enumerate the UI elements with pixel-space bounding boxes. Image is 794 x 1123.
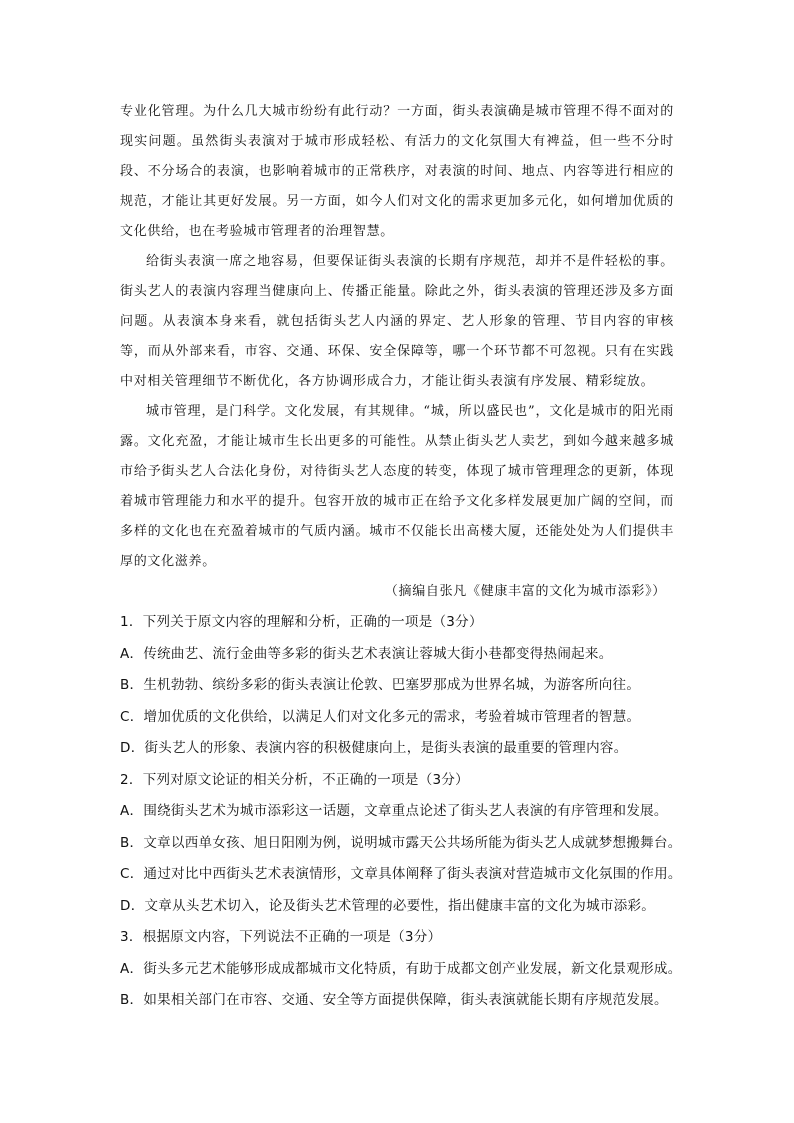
passage-source: （摘编自张凡《健康丰富的文化为城市添彩》） <box>384 584 666 599</box>
option-b: B．生机勃勃、缤纷多彩的街头表演让伦敦、巴塞罗那成为世界名城，为游客所向往。 <box>120 677 641 693</box>
option-a: A．街头多元艺术能够形成成都城市文化特质，有助于成都文创产业发展，新文化景观形成。 <box>120 960 682 977</box>
passage-paragraph: 城市管理，是门科学。文化发展，有其规律。“城，所以盛民也”，文化是城市的阳光雨露。文化充盈，才能让城市生长出更多的可能性。从禁止街头艺人卖艺，到如今越来越多城市给予街头艺人合法化身份，对待街头艺人态度的转变，体现了城市管理理念的更新，体现着城市管理能力和水平的提升。包容开放的城市正在给予文化多样发展更加广阔的空间，而多样的文化也在充盈着城市的气质内涵。城市不仅能长出高楼大厦，还能处处为人们提供丰厚的文化滋养。 <box>120 404 674 569</box>
passage-paragraph: 给街头表演一席之地容易，但要保证街头表演的长期有序规范，却并不是件轻松的事。街头艺人的表演内容理当健康向上、传播正能量。除此之外，街头表演的管理还涉及多方面问题。从表演本身来看，就包括街头艺人内涵的界定、艺人形象的管理、节目内容的审核等，而从外部来看，市容、交通、环保、安全保障等，哪一个环节都不可忽视。只有在实践中对相关管理细节不断优化，各方协调形成合力，才能让街头表演有序发展、精彩绽放。 <box>120 254 674 389</box>
option-c: C．增加优质的文化供给，以满足人们对文化多元的需求，考验着城市管理者的智慧。 <box>120 708 641 725</box>
question-stem: 3．根据原文内容，下列说法不正确的一项是（3分） <box>120 929 442 945</box>
option-b: B．文章以西单女孩、旭日阳刚为例，说明城市露天公共场所能为街头艺人成就梦想搬舞台。 <box>120 834 682 851</box>
question-3 <box>120 922 682 1017</box>
option-a: A．围绕街头艺术为城市添彩这一话题，文章重点论述了街头艺人表演的有序管理和发展。 <box>120 803 668 819</box>
option-d: D．街头艺人的形象、表演内容的积极健康向上，是街头表演的最重要的管理内容。 <box>120 740 628 756</box>
option-c: C．通过对比中西街头艺术表演情形，文章具体阐释了街头表演对营造城市文化氛围的作用。 <box>120 866 682 882</box>
option-b: B．如果相关部门在市容、交通、安全等方面提供保障，街头表演就能长期有序规范发展。 <box>120 992 668 1008</box>
question-list <box>120 607 682 1017</box>
question-stem: 1．下列关于原文内容的理解和分析，正确的一项是（3分） <box>120 614 483 630</box>
question-1 <box>120 607 674 765</box>
option-a: A．传统曲艺、流行金曲等多彩的街头艺术表演让蓉城大街小巷都变得热闹起来。 <box>120 645 613 662</box>
exam-page <box>120 97 682 1017</box>
reading-passage <box>120 97 674 607</box>
question-stem: 2．下列对原文论证的相关分析，不正确的一项是（3分） <box>120 771 469 788</box>
passage-paragraph: 专业化管理。为什么几大城市纷纷有此行动？一方面，街头表演确是城市管理不得不面对的现实问题。虽然街头表演对于城市形成轻松、有活力的文化氛围大有裨益，但一些不分时段、不分场合的表演，也影响着城市的正常秩序，对表演的时间、地点、内容等进行相应的规范，才能让其更好发展。另一方面，如今人们对文化的需求更加多元化，如何增加优质的文化供给，也在考验城市管理者的治理智慧。 <box>120 104 674 239</box>
question-2 <box>120 765 682 923</box>
option-d: D．文章从头艺术切入，论及街头艺术管理的必要性，指出健康丰富的文化为城市添彩。 <box>120 897 656 914</box>
